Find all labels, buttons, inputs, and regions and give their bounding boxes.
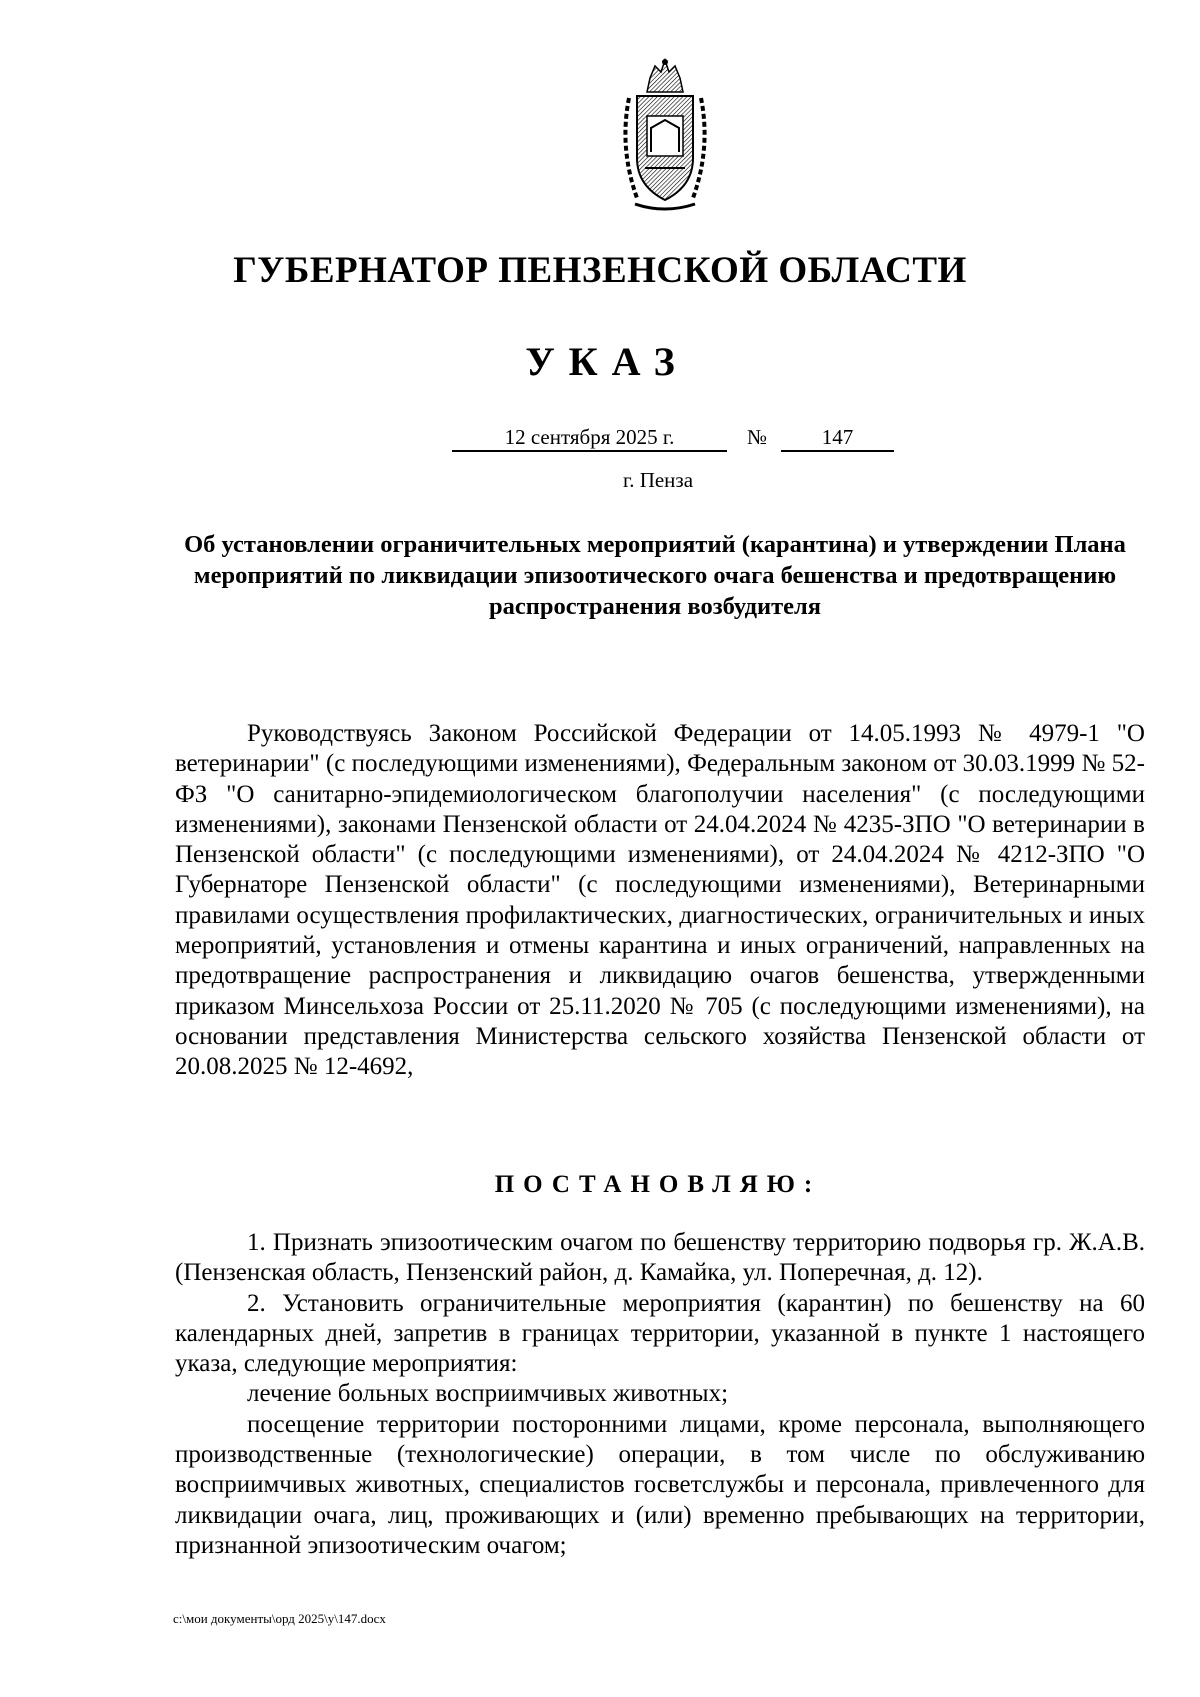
document-date: 12 сентября 2025 г. [452, 424, 727, 452]
item-paragraph: лечение больных восприимчивых животных; [247, 1380, 729, 1408]
issuing-authority: ГУБЕРНАТОР ПЕНЗЕНСКОЙ ОБЛАСТИ [233, 250, 967, 291]
date-number-line [0, 424, 1200, 454]
item-paragraph: посещение территории посторонними лицами, кроме персонала, выполняющего производственные (технологические) операции, в том числе по обслуживанию восприимчивых животных, специалистов госветслужбы и персонала, привлеченного для ликвидации очага, лиц, проживающих и (или) временно пребывающих на территории, признанной эпизоотическим очагом; [175, 1410, 1145, 1559]
document-number: 147 [781, 424, 894, 452]
number-sign: № [747, 425, 768, 449]
city: г. Пенза [622, 468, 694, 492]
item-paragraph: 2. Установить ограничительные мероприятия (карантин) по бешенству на 60 календарных дней, запретив в границах территории, указанной в пункте 1 настоящего указа, следующие мероприятия: [175, 1289, 1145, 1378]
document-title: Об установлении ограничительных мероприятий (карантина) и утверждении Плана мероприятий по ликвидации эпизоотического очага бешенства и предотвращению распространения возбудителя [184, 531, 1126, 620]
decree-word: ПОСТАНОВЛЯЮ: [494, 1171, 822, 1198]
file-path-footer: c:\мои документы\орд 2025\у\147.docx [173, 1611, 386, 1626]
coat-of-arms-icon [615, 58, 715, 212]
decree-items [175, 1228, 1145, 1561]
preamble [175, 719, 1145, 1083]
document-type: УКАЗ [525, 339, 689, 384]
preamble-paragraph: Руководствуясь Законом Российской Федерации от 14.05.1993 № 4979-1 "О ветеринарии" (с последующими изменениями), Федеральным законом от 30.03.1999 № 52-ФЗ "О санитарно-эпидемиологическом благополучии населения" (с последующими изменениями), законами Пензенской области от 24.04.2024 № 4235-ЗПО "О ветеринарии в Пензенской области" (с последующими изменениями), от 24.04.2024 № 4212-ЗПО "О Губернаторе Пензенской области" (с последующими изменениями), Ветеринарными правилами осуществления профилактических, диагностических, ограничительных и иных мероприятий, установления и отмены карантина и иных ограничений, направленных на предотвращение распространения и ликвидацию очагов бешенства, утвержденными приказом Минсельхоза России от 25.11.2020 № 705 (с последующими изменениями), на основании представления Министерства сельского хозяйства Пензенской области от 20.08.2025 № 12-4692, [175, 720, 1145, 1081]
item-paragraph: 1. Признать эпизоотическим очагом по бешенству территорию подворья гр. Ж.А.В. (Пензенская область, Пензенский район, д. Камайка, ул. Поперечная, д. 12). [175, 1229, 1145, 1287]
